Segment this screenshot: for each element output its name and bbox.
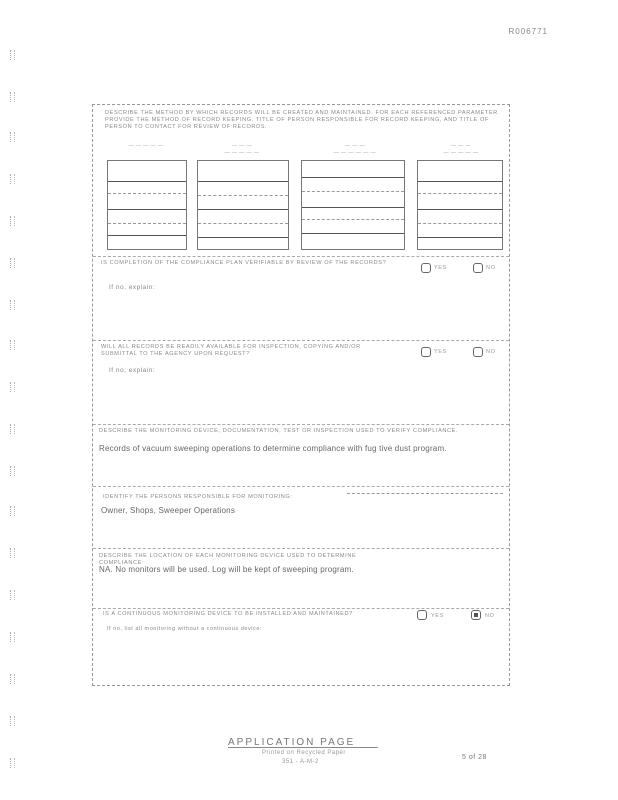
col-header-responsible: — — — — — — — — — (333, 143, 377, 156)
verifiable-no-label: NO (486, 265, 496, 271)
section-device-location (93, 549, 509, 609)
section-recordkeeping-header: DESCRIBE THE METHOD BY WHICH RECORDS WILL BE CREATED AND MAINTAINED. FOR EACH REFERENCED PARAMETER PROVIDE THE METHOD OF RECORD KEEPING, TITLE OF PERSON RESPONSIBLE FOR RECORD KEEPING, AND TITLE OF PERSON TO CONTACT FOR REVIEW OF RECORDS. (105, 110, 498, 130)
section-records-available (93, 341, 509, 425)
verifiable-explanation: If no, explain: (109, 284, 156, 291)
section-verifiable (93, 257, 509, 341)
page-number: 5 of 28 (462, 754, 487, 761)
section-verifiable-header: IS COMPLETION OF THE COMPLIANCE PLAN VERIFIABLE BY REVIEW OF THE RECORDS? (101, 260, 387, 266)
section-continuous-monitoring (93, 609, 509, 685)
verifiable-yes-checkbox[interactable] (421, 263, 431, 273)
records-column-parameter[interactable] (107, 160, 187, 250)
document-id: R006771 (508, 27, 548, 36)
section-recordkeeping (93, 105, 509, 257)
verifiable-no-checkbox[interactable] (473, 263, 483, 273)
section-responsible-persons (93, 487, 509, 549)
footer-recycled-note: Printed on Recycled Paper (262, 750, 346, 756)
section-monitoring-method-header: DESCRIBE THE MONITORING DEVICE, DOCUMENTATION, TEST OR INSPECTION USED TO VERIFY COMPLIANCE. (99, 428, 459, 434)
responsible-persons-answer: Owner, Shops, Sweeper Operations (101, 506, 236, 515)
section-responsible-persons-header: IDENTIFY THE PERSONS RESPONSIBLE FOR MONITORING: (103, 494, 293, 500)
footer-divider (228, 747, 378, 748)
section-monitoring-method (93, 425, 509, 487)
col-header-parameter: — — — — — (128, 143, 164, 149)
col-header-contact: — — — — — — — — (443, 143, 479, 156)
records-column-contact[interactable] (417, 160, 503, 250)
available-yes-checkbox[interactable] (421, 347, 431, 357)
responsible-date-rule (347, 493, 503, 494)
continuous-yes-label: YES (431, 613, 444, 619)
col-header-method: — — — — — — — — (224, 143, 260, 156)
continuous-explanation: If no, list all monitoring without a continuous device: (107, 626, 262, 632)
available-no-label: NO (486, 349, 496, 355)
binding-marks (8, 40, 22, 800)
section-records-available-header: WILL ALL RECORDS BE READILY AVAILABLE FOR INSPECTION, COPYING AND/OR SUBMITTAL TO THE AGENCY UPON REQUEST? (101, 344, 361, 357)
continuous-no-label: NO (485, 613, 495, 619)
continuous-yes-checkbox[interactable] (417, 610, 427, 620)
continuous-no-checkbox[interactable] (471, 610, 481, 620)
records-column-method[interactable] (197, 160, 289, 250)
device-location-answer: NA. No monitors will be used. Log will be kept of sweeping program. (99, 565, 354, 574)
footer-title: APPLICATION PAGE (228, 737, 356, 748)
available-explanation: If no, explain: (109, 367, 156, 374)
verifiable-yes-label: YES (434, 265, 447, 271)
available-yes-label: YES (434, 349, 447, 355)
section-continuous-monitoring-header: IS A CONTINUOUS MONITORING DEVICE TO BE INSTALLED AND MAINTAINED? (103, 611, 353, 617)
records-column-responsible[interactable] (301, 160, 405, 250)
available-no-checkbox[interactable] (473, 347, 483, 357)
compliance-form (92, 104, 510, 686)
footer-form-number: 351 - A-M-2 (282, 759, 319, 765)
section-device-location-header: DESCRIBE THE LOCATION OF EACH MONITORING DEVICE USED TO DETERMINE COMPLIANCE: (99, 553, 357, 566)
monitoring-method-answer: Records of vacuum sweeping operations to determine compliance with fug tive dust program. (99, 444, 447, 453)
